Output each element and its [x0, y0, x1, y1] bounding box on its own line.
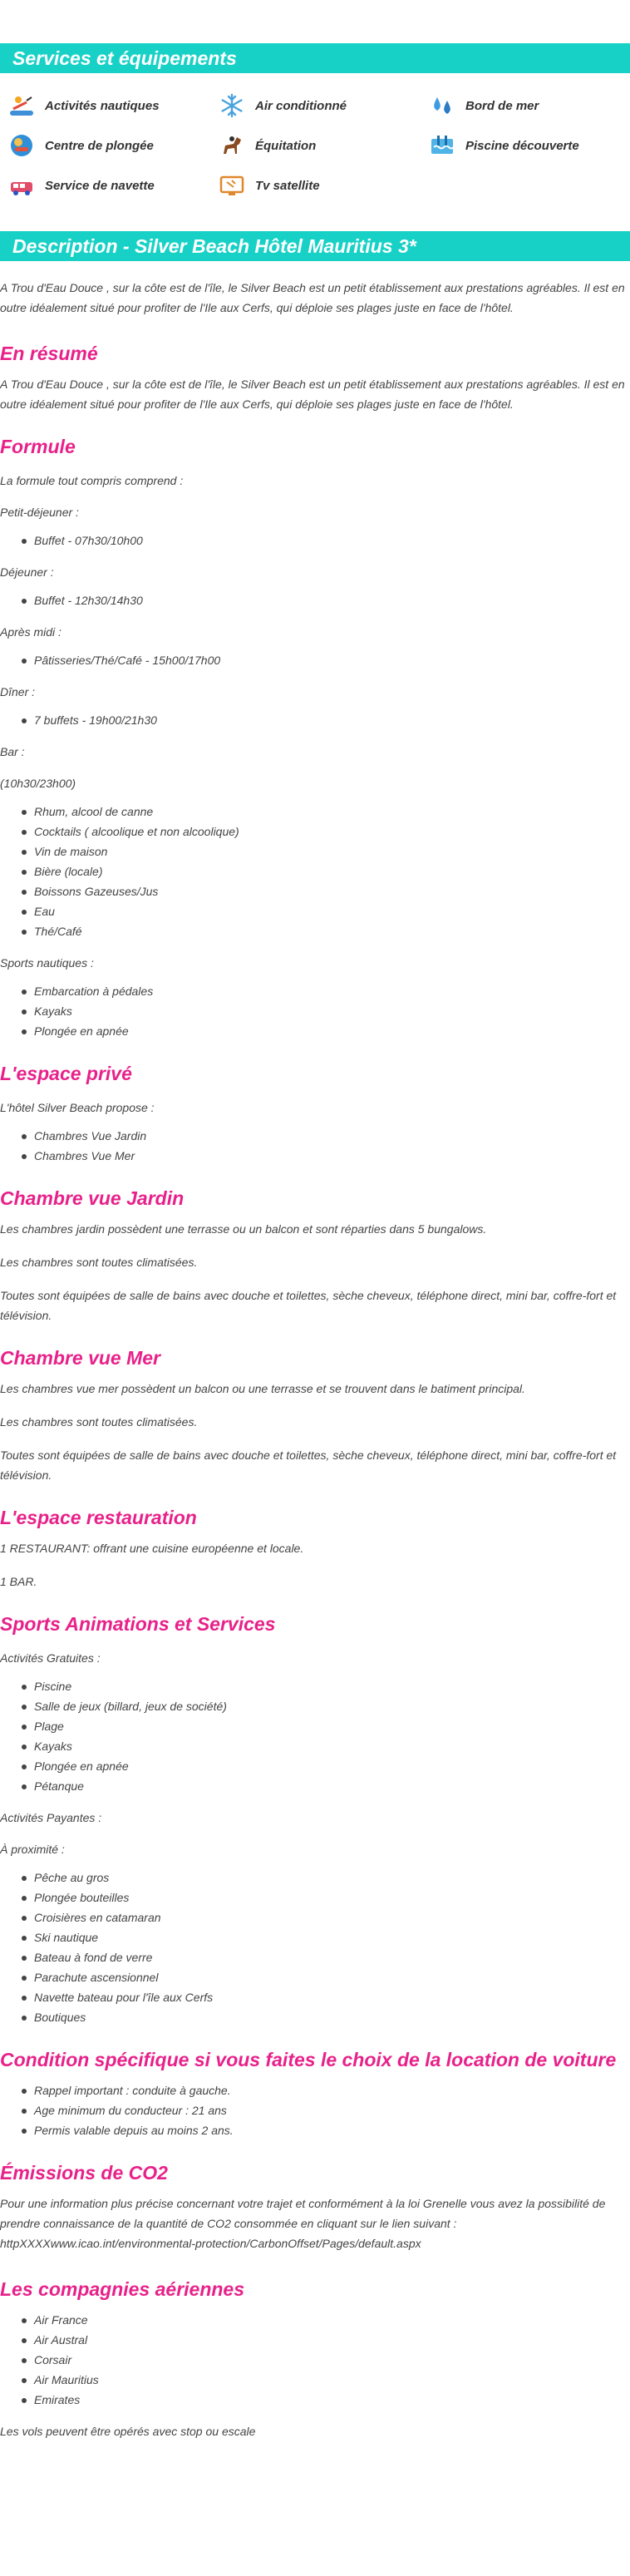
section-title-co2: Émissions de CO2	[0, 2162, 168, 2184]
list-item: Parachute ascensionnel	[34, 1967, 630, 1987]
list-item: Salle de jeux (billard, jeux de société)	[34, 1696, 630, 1716]
list-sports	[0, 981, 630, 1041]
list-item: Kayaks	[34, 1001, 630, 1021]
list-item: Rappel important : conduite à gauche.	[34, 2080, 630, 2100]
formule-bar: Bar :	[0, 745, 25, 758]
resume-text: A Trou d'Eau Douce , sur la côte est de l'île, le Silver Beach est un petit établissement aux prestations agréables. Il est en outre idéalement situé pour profiter de l'Ile aux Cerfs, qui déploie ses plages juste en face de l'hôtel.	[0, 378, 625, 411]
vue-mer-p1: Les chambres vue mer possèdent un balcon ou une terrasse et se trouvent dans le batiment principal.	[0, 1382, 525, 1395]
list-item: Kayaks	[34, 1736, 630, 1756]
vue-jardin-p2: Les chambres sont toutes climatisées.	[0, 1256, 198, 1269]
list-item: Air Austral	[34, 2330, 630, 2350]
list-activites-gratuites	[0, 1676, 630, 1796]
service-diving	[8, 130, 219, 161]
list-espace-prive	[0, 1126, 630, 1166]
services-grid	[0, 73, 630, 231]
section-title-restauration: L'espace restauration	[0, 1507, 197, 1528]
formule-diner: Dîner :	[0, 685, 36, 698]
espace-prive-intro: L'hôtel Silver Beach propose :	[0, 1101, 155, 1114]
restauration-p2: 1 BAR.	[0, 1575, 37, 1588]
list-item: Thé/Café	[34, 921, 630, 941]
service-air-conditioning	[219, 90, 429, 121]
section-title-vue-mer: Chambre vue Mer	[0, 1347, 161, 1369]
list-item: Age minimum du conducteur : 21 ans	[34, 2100, 630, 2120]
service-label: Équitation	[255, 138, 317, 153]
section-title-espace-prive: L'espace privé	[0, 1063, 132, 1084]
list-apres-midi	[0, 650, 630, 670]
service-label: Piscine découverte	[465, 138, 579, 153]
list-item: Plongée en apnée	[34, 1021, 630, 1041]
list-item: Navette bateau pour l'île aux Cerfs	[34, 1987, 630, 2007]
list-item: Pâtisseries/Thé/Café - 15h00/17h00	[34, 650, 630, 670]
list-item: Plongée bouteilles	[34, 1888, 630, 1907]
activites-gratuites: Activités Gratuites :	[0, 1651, 101, 1665]
list-dejeuner	[0, 590, 630, 610]
section-title-formule: Formule	[0, 436, 76, 457]
co2-text: Pour une information plus précise concernant votre trajet et conformément à la loi Grenelle vous avez la possibilité de prendre connaissance de la quantité de CO2 consommée en cliquant sur le lien suivant : httpXXXXwww.icao.int/environmental-protection/CarbonOffset/Pages/default.aspx	[0, 2197, 606, 2250]
formule-petit-dej: Petit-déjeuner :	[0, 506, 79, 519]
formule-dejeuner: Déjeuner :	[0, 565, 54, 579]
list-item: Emirates	[34, 2390, 630, 2410]
vue-jardin-p1: Les chambres jardin possèdent une terrasse ou un balcon et sont réparties dans 5 bungalows.	[0, 1222, 487, 1236]
service-label: Tv satellite	[255, 178, 320, 193]
description-banner: Description - Silver Beach Hôtel Mauritius 3*	[0, 231, 630, 261]
vue-jardin-p3: Toutes sont équipées de salle de bains avec douche et toilettes, sèche cheveux, téléphone direct, mini bar, coffre-fort et télévision.	[0, 1289, 617, 1322]
service-horse-riding	[219, 130, 429, 161]
section-title-vue-jardin: Chambre vue Jardin	[0, 1187, 185, 1209]
snowflake-icon	[219, 92, 245, 119]
service-label: Bord de mer	[465, 98, 539, 113]
list-item: Cocktails ( alcoolique et non alcoolique)	[34, 822, 630, 841]
formule-sports: Sports nautiques :	[0, 956, 94, 970]
tv-icon	[219, 172, 245, 199]
services-banner: Services et équipements	[0, 43, 630, 73]
water-sports-icon	[8, 92, 35, 119]
service-satellite-tv	[219, 170, 429, 201]
service-label: Air conditionné	[255, 98, 347, 113]
list-item: Air France	[34, 2310, 630, 2330]
formule-bar-hours: (10h30/23h00)	[0, 777, 76, 790]
list-item: Pétanque	[34, 1776, 630, 1796]
content	[0, 261, 630, 2441]
list-item: Rhum, alcool de canne	[34, 802, 630, 822]
vue-mer-p2: Les chambres sont toutes climatisées.	[0, 1415, 198, 1429]
list-item: 7 buffets - 19h00/21h30	[34, 710, 630, 730]
top-spacer	[0, 0, 630, 43]
list-diner	[0, 710, 630, 730]
list-item: Vin de maison	[34, 841, 630, 861]
diving-icon	[8, 132, 35, 159]
service-water-sports	[8, 90, 219, 121]
list-item: Buffet - 07h30/10h00	[34, 530, 630, 550]
list-item: Boissons Gazeuses/Jus	[34, 881, 630, 901]
restauration-p1: 1 RESTAURANT: offrant une cuisine européenne et locale.	[0, 1542, 304, 1555]
service-shuttle	[8, 170, 219, 201]
service-label: Service de navette	[45, 178, 155, 193]
list-item: Buffet - 12h30/14h30	[34, 590, 630, 610]
a-proximite: À proximité :	[0, 1843, 65, 1856]
list-item: Piscine	[34, 1676, 630, 1696]
list-bar	[0, 802, 630, 941]
service-label: Activités nautiques	[45, 98, 160, 113]
list-a-proximite	[0, 1868, 630, 2027]
shuttle-icon	[8, 172, 35, 199]
list-item: Bière (locale)	[34, 861, 630, 881]
list-item: Plongée en apnée	[34, 1756, 630, 1776]
list-item: Chambres Vue Mer	[34, 1146, 630, 1166]
description-intro: A Trou d'Eau Douce , sur la côte est de l'île, le Silver Beach est un petit établissement aux prestations agréables. Il est en outre idéalement situé pour profiter de l'Ile aux Cerfs, qui déploie ses plages juste en face de l'hôtel.	[0, 281, 625, 314]
water-drops-icon	[429, 92, 455, 119]
section-title-location-voiture: Condition spécifique si vous faites le choix de la location de voiture	[0, 2049, 617, 2070]
list-item: Air Mauritius	[34, 2370, 630, 2390]
pool-icon	[429, 132, 455, 159]
list-item: Chambres Vue Jardin	[34, 1126, 630, 1146]
formule-apres-midi: Après midi :	[0, 625, 62, 639]
formule-intro: La formule tout compris comprend :	[0, 474, 184, 487]
list-item: Permis valable depuis au moins 2 ans.	[34, 2120, 630, 2140]
list-item: Corsair	[34, 2350, 630, 2370]
list-item: Ski nautique	[34, 1927, 630, 1947]
activites-payantes: Activités Payantes :	[0, 1811, 102, 1824]
list-item: Eau	[34, 901, 630, 921]
list-item: Plage	[34, 1716, 630, 1736]
list-petit-dej	[0, 530, 630, 550]
vue-mer-p3: Toutes sont équipées de salle de bains avec douche et toilettes, sèche cheveux, téléphone direct, mini bar, coffre-fort et télévision.	[0, 1448, 617, 1482]
list-item: Boutiques	[34, 2007, 630, 2027]
list-item: Bateau à fond de verre	[34, 1947, 630, 1967]
section-title-sports-animations: Sports Animations et Services	[0, 1613, 276, 1635]
service-seaside	[429, 90, 630, 121]
list-item: Croisières en catamaran	[34, 1907, 630, 1927]
horse-icon	[219, 132, 245, 159]
section-title-compagnies: Les compagnies aériennes	[0, 2278, 245, 2300]
list-location-voiture	[0, 2080, 630, 2140]
compagnies-footer: Les vols peuvent être opérés avec stop ou escale	[0, 2425, 256, 2438]
service-outdoor-pool	[429, 130, 630, 161]
section-title-resume: En résumé	[0, 343, 98, 364]
list-item: Pêche au gros	[34, 1868, 630, 1888]
list-item: Embarcation à pédales	[34, 981, 630, 1001]
service-label: Centre de plongée	[45, 138, 154, 153]
list-compagnies	[0, 2310, 630, 2410]
